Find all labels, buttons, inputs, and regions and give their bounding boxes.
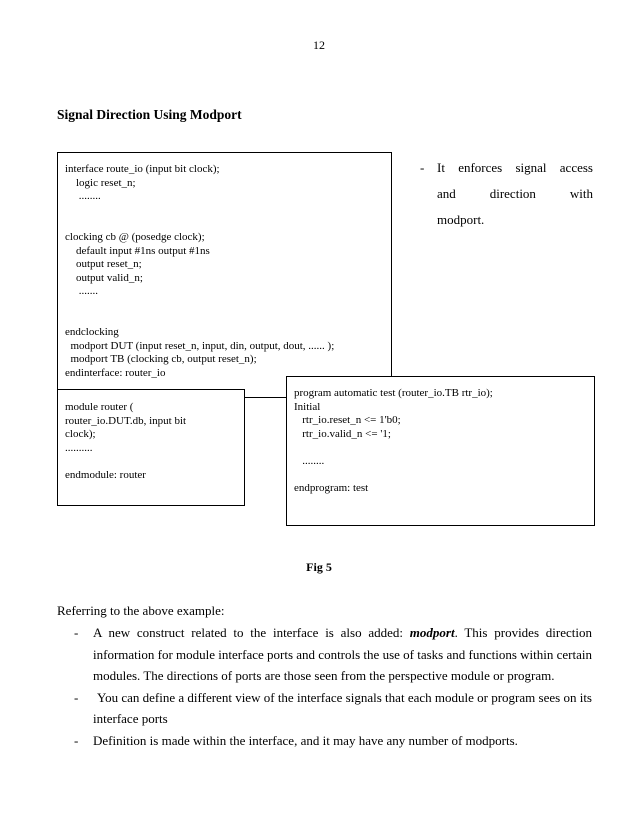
code-line <box>65 299 391 313</box>
bullet-dash: - <box>74 732 79 748</box>
code-line: endmodule: router <box>65 468 146 481</box>
code-line: module router ( <box>65 401 134 413</box>
side-note <box>420 155 593 233</box>
code-line: endclocking <box>65 326 119 339</box>
code-line: modport DUT (input reset_n, input, din, output, dout, ...... ); <box>65 339 335 352</box>
code-line <box>294 441 594 455</box>
code-line: program automatic test (router_io.TB rtr_io); <box>294 387 493 399</box>
code-line: default input #1ns output #1ns <box>65 244 210 257</box>
page-number: 12 <box>313 38 325 52</box>
code-line: ....... <box>65 285 98 298</box>
code-line: endinterface: router_io <box>65 366 166 379</box>
bullet-3-line-1: Definition is made within the interface, and it may have any number of modports. <box>93 732 518 748</box>
code-line <box>65 455 244 469</box>
bullet-1-line-2: information for module interface ports and controls the use of tasks and functions within certain <box>93 646 592 662</box>
code-line: endprogram: test <box>294 482 369 495</box>
side-note-line-1: It enforces signal access <box>437 160 593 175</box>
side-note-line-2: and direction with <box>437 186 593 201</box>
code-line <box>294 469 594 483</box>
bullet-item-definition <box>57 730 592 752</box>
bullet-dash: - <box>74 689 79 705</box>
figure-caption: Fig 5 <box>306 560 332 574</box>
interface-code-box <box>57 152 392 398</box>
code-line: ........ <box>294 454 325 467</box>
code-line: output reset_n; <box>65 258 142 271</box>
intro-text: Referring to the above example: <box>57 603 225 618</box>
bullet-dash: - <box>74 625 79 640</box>
bullet-item-view <box>57 687 592 730</box>
code-line: clocking cb @ (posedge clock); <box>65 230 205 243</box>
code-line: .......... <box>65 441 93 454</box>
modport-keyword: modport <box>409 625 455 640</box>
code-line: clock); <box>65 428 96 441</box>
section-heading: Signal Direction Using Modport <box>57 107 242 122</box>
bullet-1-text-post: . This provides direction <box>454 625 592 640</box>
bullet-list <box>57 622 592 751</box>
bullet-1-line-3: modules. The directions of ports are those seen from the perspective module or program. <box>93 668 555 683</box>
code-line: Initial <box>294 400 321 413</box>
code-line: modport TB (clocking cb, output reset_n); <box>65 353 257 366</box>
program-code-box <box>286 376 595 526</box>
code-line: logic reset_n; <box>65 176 136 189</box>
code-line: ........ <box>65 190 101 203</box>
code-line: output valid_n; <box>65 271 143 284</box>
code-line: router_io.DUT.db, input bit <box>65 414 187 427</box>
bullet-1-text-pre: A new construct related to the interface is also added: <box>93 625 410 640</box>
code-line: rtr_io.reset_n <= 1'b0; <box>294 414 401 427</box>
side-note-dash: - <box>420 160 425 175</box>
module-code-box <box>57 389 245 506</box>
code-line: interface route_io (input bit clock); <box>65 163 220 175</box>
bullet-2-line-1: You can define a different view of the interface signals that each module or program sees on its <box>97 689 592 705</box>
bullet-2-line-2: interface ports <box>93 711 168 726</box>
code-line: rtr_io.valid_n <= '1; <box>294 427 391 440</box>
code-line <box>65 217 391 231</box>
bullet-item-modport <box>57 622 592 687</box>
code-line <box>65 313 391 327</box>
bullet-1-line-1 <box>93 622 592 644</box>
side-note-line-3: modport. <box>437 212 485 227</box>
code-line <box>65 204 391 218</box>
